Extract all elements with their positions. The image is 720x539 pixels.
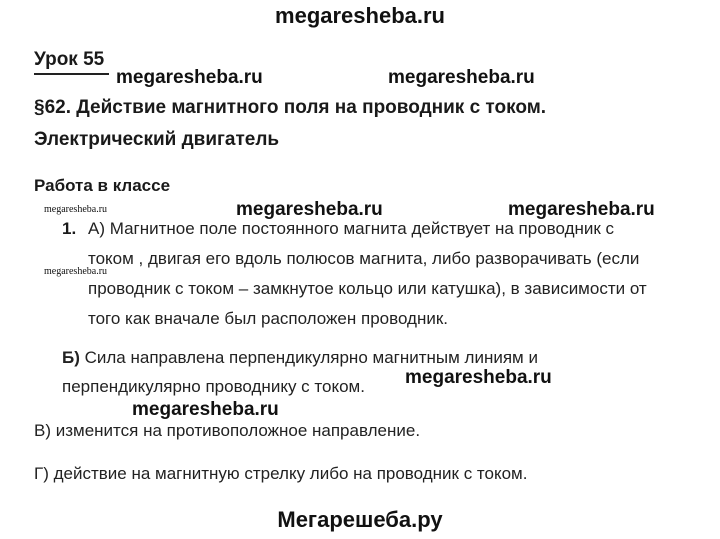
watermark: megaresheba.ru [405, 367, 552, 388]
answer-a-line-4: того как вначале был расположен проводник. [88, 309, 448, 328]
answer-g: Г) действие на магнитную стрелку либо на проводник с током. [34, 464, 528, 483]
answer-a-line-1: А) Магнитное поле постоянного магнита действует на проводник с [88, 219, 615, 238]
watermark: megaresheba.ru [388, 67, 535, 88]
answer-v: В) изменится на противоположное направление. [34, 421, 421, 440]
watermark: megaresheba.ru [116, 67, 263, 88]
paragraph-subtitle: Электрический двигатель [34, 129, 280, 150]
answer-b-line-2: перпендикулярно проводнику с током. [62, 377, 365, 396]
watermark: megaresheba.ru [132, 399, 279, 420]
watermark-small: megaresheba.ru [44, 266, 108, 277]
watermark-small: megaresheba.ru [44, 204, 108, 215]
answer-b-label: Б) [62, 348, 80, 367]
watermark: megaresheba.ru [236, 199, 383, 220]
section-heading: Работа в классе [34, 176, 171, 195]
answer-a-line-3: проводник с током – замкнутое кольцо или катушка), в зависимости от [88, 279, 647, 298]
lesson-number: Урок 55 [34, 49, 105, 70]
watermark: megaresheba.ru [508, 199, 655, 220]
answer-a-line-2: током , двигая его вдоль полюсов магнита, либо разворачивать (если [88, 249, 640, 268]
paragraph-title: §62. Действие магнитного поля на проводник с током. [34, 97, 547, 118]
site-header: megaresheba.ru [275, 3, 445, 28]
lesson-underline [34, 73, 109, 75]
answer-b-line-1 [62, 348, 538, 368]
site-footer: Мегарешеба.ру [277, 507, 443, 532]
answer-b-text: Сила направлена перпендикулярно магнитным линиям и [79, 348, 538, 367]
item-number: 1. [62, 219, 77, 238]
